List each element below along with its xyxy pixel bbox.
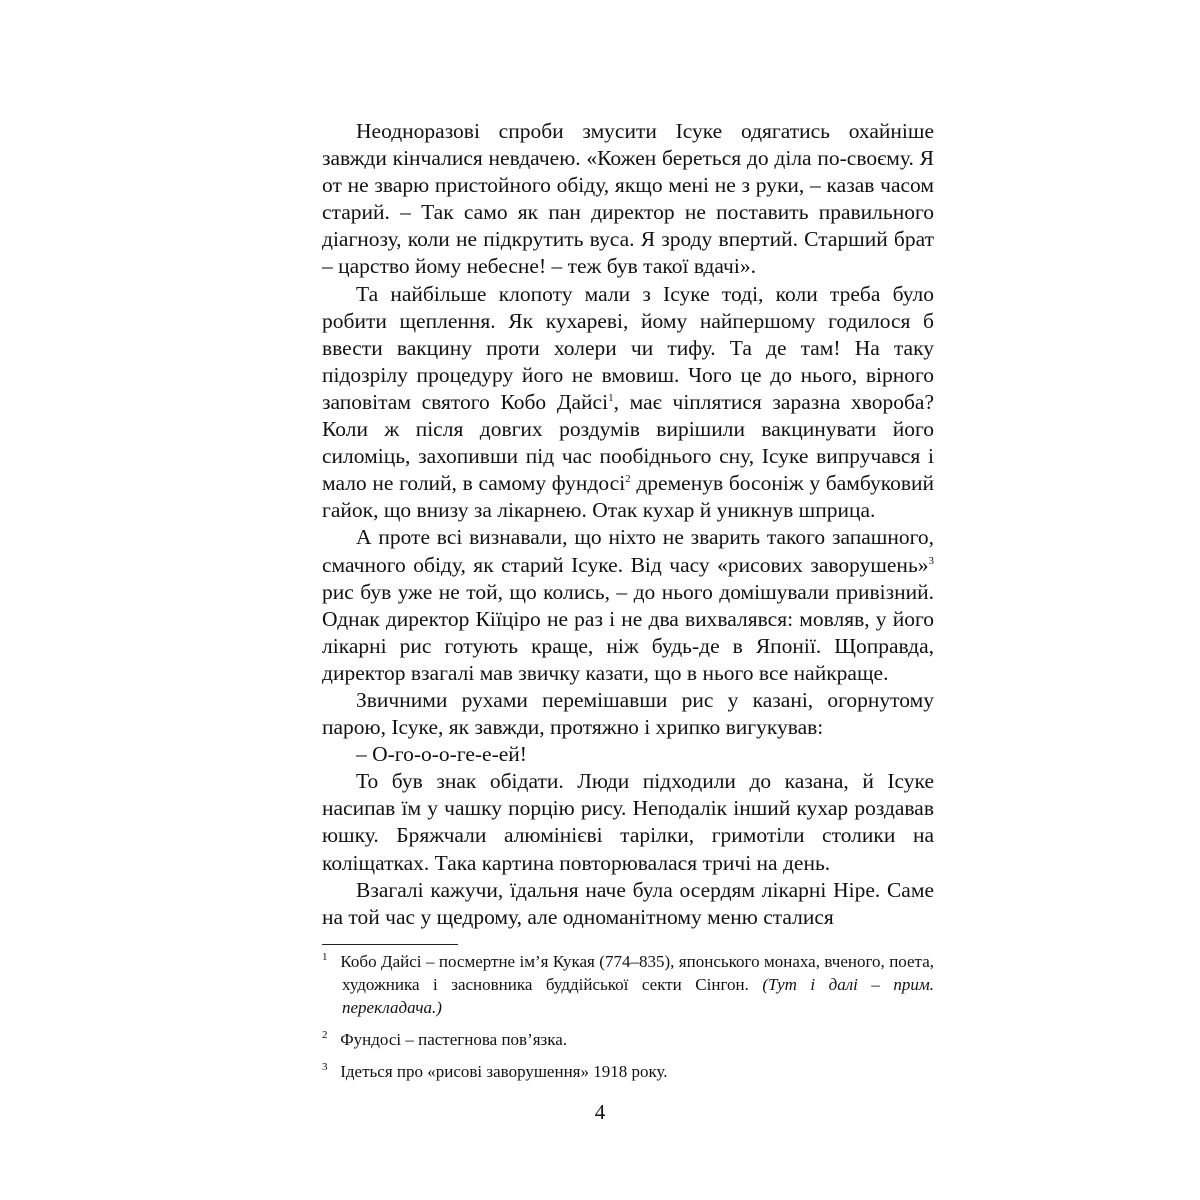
footnote-divider [322, 944, 458, 945]
footnote-3: 3 Ідеться про «рисові заворушення» 1918 року. [322, 1061, 668, 1081]
main-text [322, 118, 934, 931]
paragraph: Взагалі кажучи, їдальня наче була осердям лікарні Ніре. Саме на той час у щедрому, але одноманітному меню сталися [322, 877, 934, 929]
footnote-text: Ідеться про «рисові заворушення» 1918 року. [336, 1062, 668, 1081]
page-body [322, 118, 934, 931]
footnote-ref[interactable]: 2 [625, 473, 631, 486]
footnote-1: 1 Кобо Дайсі – посмертне ім’я Кукая (774–835), японського монаха, вченого, поета, художника і засновника буддійської секти Сінгон. (Тут і далі – прим. перекладача.) [322, 951, 934, 1017]
paragraph: Звичними рухами перемішавши рис у казані, огорнутому парою, Ісуке, як завжди, протяжно і хрипко вигукував: [322, 687, 934, 740]
footnote-italic-note: (Тут і далі – прим. перекладача.) [342, 975, 934, 1017]
exclamation-line: – О-го-о-о-ге-е-ей! [356, 742, 527, 767]
paragraph-text: рис був уже не той, що колись, – до нього домішували привізний. Однак директор Кіїціро не раз і не два вихвалявся: мовляв, у його лікарні рис готують краще, ніж будь-де в Японії. Щоправда, директор взагалі мав звичку казати, що в нього все найкраще. [322, 579, 934, 685]
paragraph [322, 524, 934, 687]
footnote-2: 2 Фундосі – пастегнова пов’язка. [322, 1029, 568, 1049]
footnote-text: Кобо Дайсі – посмертне ім’я Кукая (774–835), японського монаха, вченого, поета, художника і засновника буддійської секти Сінгон. [336, 952, 934, 994]
paragraph-text: дременув босоніж у бамбуковий гайок, що внизу за лікарнею. Отак кухар й уникнув шприца. [322, 471, 934, 523]
page-number: 4 [594, 1100, 606, 1124]
paragraph-text: , має чіплятися заразна хвороба? Коли ж після довгих роздумів вирішили вакцинувати його силоміць, захопивши під час пообіднього сну, Ісуке випручався і мало не голий, в самому фундосі [322, 389, 934, 496]
paragraph: Неодноразові спроби змусити Ісуке одягатись охайніше завжди кінчалися невдачею. «Кожен береться до діла по-своєму. Я от не зварю пристойного обіду, якщо мені не з руки, – казав часом старий. – Так само як пан директор не поставить правильного діагнозу, коли не підкрутить вуса. Я зроду впертий. Старший брат – царство йому небесне! – теж був такої вдачі». [322, 119, 934, 279]
footnotes [322, 950, 934, 1092]
paragraph-text: Та найбільше клопоту мали з Ісуке тоді, коли треба було робити щеплення. Як кухареві, йому найпершому годилося б ввести вакцину проти холери чи тифу. Та де там! На таку підозрілу процедуру його не вмовиш. Чого це до нього, вірного заповітам святого Кобо Дайсі [322, 281, 934, 414]
footnote-ref[interactable]: 3 [928, 554, 934, 567]
paragraph: То був знак обідати. Люди підходили до казана, й Ісуке насипав їм у чашку порцію рису. Неподалік інший кухар роздавав юшку. Бряжчали алюмінієві тарілки, гримотіли столики на коліщатках. Така картина повторювалася тричі на день. [322, 769, 934, 875]
paragraph [322, 281, 934, 525]
footnote-ref[interactable]: 1 [608, 391, 614, 404]
footnote-text: Фундосі – пастегнова пов’язка. [336, 1030, 568, 1049]
paragraph-text: А проте всі визнавали, що ніхто не зварить такого запашного, смачного обіду, як старий Ісуке. Від часу «рисових заворушень» [322, 525, 934, 577]
